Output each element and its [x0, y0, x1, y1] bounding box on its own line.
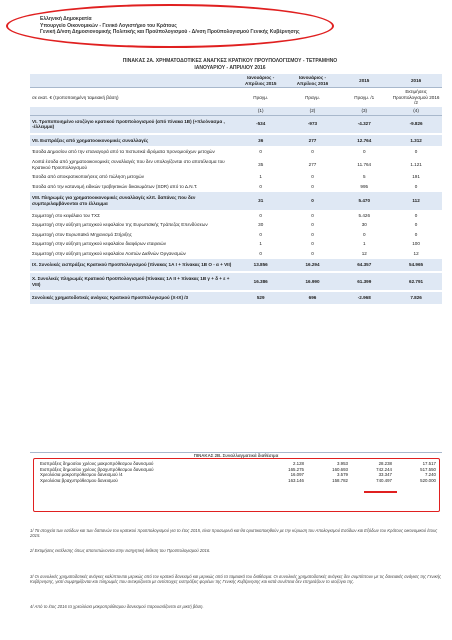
value-col-4: 0 [414, 222, 418, 228]
value-col-3: 1 [362, 241, 366, 247]
debt-value-3: 28.238 [378, 461, 392, 466]
value-col-3: 12.764 [338, 135, 390, 147]
value-col-2: 0 [311, 149, 314, 155]
debt-table-title: ΠΙΝΑΚΑΣ 2Β. Συναλλαγματικά διαθέσιμα [193, 453, 279, 458]
value-col-4: 54.965 [390, 259, 442, 271]
debt-row-label: Εισπράξεις δημοσίου χρέους μακροπρόθεσμου δανεισμού [40, 461, 154, 466]
table-row [30, 240, 442, 248]
value-col-3: 61.399 [338, 273, 390, 290]
value-col-2: 0 [311, 250, 314, 256]
value-col-4: 0 [414, 231, 418, 237]
value-col-1: 35 [258, 161, 264, 167]
value-col-1: 1 [259, 241, 262, 247]
row-label: Συνολικές χρηματοδοτικές ανάγκες Κρατικού Προϋπολογισμού (Χ-ΙΧ) /3 [30, 292, 235, 304]
table-row [30, 158, 442, 171]
value-col-1: 1 [259, 174, 262, 180]
value-col-3: 5.426 [358, 212, 371, 218]
column-number-3: (3) [338, 107, 390, 115]
table-row [30, 183, 442, 191]
table-row [30, 192, 442, 209]
value-col-4: 62.791 [390, 273, 442, 290]
debt-value-1: 16.097 [290, 472, 304, 478]
row-label: Έσοδα από αποκρατικοποιήσεις από πώληση μετοχών [32, 174, 145, 180]
column-header-row [30, 74, 442, 88]
value-col-3: 5 [362, 174, 366, 180]
value-col-4: 112 [390, 192, 442, 209]
debt-value-4: 520.000 [420, 477, 436, 483]
table-row [30, 212, 442, 220]
table-row [30, 231, 442, 239]
highlight-ellipse [6, 4, 334, 48]
debt-value-2: 3.953 [337, 461, 348, 466]
value-col-1: 16.386 [235, 273, 287, 290]
value-col-3: 30 [361, 222, 367, 228]
table-row [30, 292, 442, 304]
row-label: VII. Εισπράξεις από χρηματοοικονομικές συναλλαγές [30, 135, 235, 147]
header-line-3: Γενική Δ/νση Δημοσιονομικής Πολιτικής και Προϋπολογισμού - Δ/νση Προϋπολογισμού Γενικής Κυβέρνησης [40, 29, 300, 35]
value-col-2: 0 [311, 222, 314, 228]
highlight-underline [364, 491, 397, 493]
debt-value-3: 742.244 [376, 466, 392, 472]
column-number-row [30, 107, 442, 115]
sub-header-row [30, 88, 442, 107]
value-col-1: 0 [259, 212, 262, 218]
value-col-2: 696 [287, 292, 339, 304]
debt-value-1: 2.128 [293, 461, 304, 466]
value-col-2: 277 [287, 135, 339, 147]
debt-value-3: 33.347 [378, 472, 392, 478]
debt-value-2: 158.782 [332, 477, 348, 483]
value-col-3: -4.327 [338, 115, 390, 133]
header-line-1: Ελληνική Δημοκρατία [40, 16, 92, 22]
header-line-2: Υπουργείο Οικονομικών - Γενικό Λογιστήριο του Κράτους [40, 22, 177, 29]
column-number-4: (4) [390, 107, 442, 115]
footnote-1: 1/ Τα στοιχεία των εσόδων και των δαπανών του κρατικού προϋπολογισμού για το έτος 2015, είναι προσωρινά και θα οριστικοποιηθούν με την κύρωση του Απολογισμού Εσόδων και Εξόδων του Κράτους οικονομικού έτους 2015. [30, 528, 438, 539]
financing-needs-table [30, 74, 442, 306]
value-col-1: 36 [235, 135, 287, 147]
debt-value-1: 163.146 [288, 477, 304, 483]
value-col-1: 529 [235, 292, 287, 304]
sub-header-2: Πραγμ. [305, 94, 320, 100]
value-col-2: 16.294 [287, 259, 339, 271]
value-col-2: 0 [311, 212, 314, 218]
row-label: Έσοδα Δημοσίου από την επαναγορά από τα πιστωτικά ιδρύματα προνομιούχων μετοχών [32, 149, 215, 155]
table-row [30, 148, 442, 156]
value-col-4: 0 [414, 149, 418, 155]
debt-value-4: 517.550 [420, 466, 436, 472]
basis-header-cell [30, 74, 235, 88]
value-col-2: 277 [308, 161, 317, 167]
row-label: Χ. Συνολικές πληρωμές Κρατικού Προϋπολογισμού (πίνακας 1Α ΙΙ + πίνακας 1Β γ + δ + ε + VIII) [30, 273, 235, 290]
value-col-2: 0 [311, 174, 314, 180]
sub-header-3: Πραγμ. /1 [354, 94, 375, 100]
column-header-4 [390, 74, 442, 88]
debt-value-1: 165.275 [288, 466, 304, 472]
column-header-4-year: 2016 [410, 77, 422, 83]
row-label: IX. Συνολικές εισπράξεις Κρατικού Προϋπολογισμού (πίνακας 1Α Ι + πίνακας 1Β Ο - α + VII) [30, 259, 235, 271]
value-col-2: 0 [311, 183, 314, 189]
value-col-2: 16.990 [287, 273, 339, 290]
debt-value-2: 3.579 [337, 472, 348, 478]
table-title-line-1: ΠΙΝΑΚΑΣ 2Α. ΧΡΗΜΑΤΟΔΟΤΙΚΕΣ ΑΝΑΓΚΕΣ ΚΡΑΤΙΚΟΥ ΠΡΟΥΠΟΛΟΓΙΣΜΟΥ - ΤΕΤΡΑΜΗΝΟ [122, 58, 338, 64]
table-row [30, 250, 442, 258]
table-row [30, 173, 442, 181]
value-col-4: 191 [412, 174, 420, 180]
value-col-1: 0 [259, 231, 262, 237]
table-row [30, 221, 442, 229]
row-label: VI. Τροποποιημένο ισοζύγιο κρατικού προϋπολογισμού (από πίνακα 1Β) (+πλεόνασμα , -έλλειμμα) [30, 115, 235, 133]
value-col-3: 0 [362, 149, 366, 155]
value-col-1: 0 [259, 149, 262, 155]
value-col-1: 13.856 [235, 259, 287, 271]
value-col-1: -534 [235, 115, 287, 133]
value-col-4: 0 [414, 183, 418, 189]
footnote-3: 3/ Οι συνολικές χρηματοδοτικές ανάγκες καλύπτονται μερικώς από τον κρατικό δανεισμό και μερικώς από τα ταμειακά του διαθέσιμα. Οι συνολικές χρηματοδοτικές ανάγκες δεν συμπίπτουν με τις δανειακές ανάγκες της Γενικής Κυβέρνησης, γιατί συμψηφίζονται και πληρωμές που αντικρίζονται με αντίστοιχες εισπράξεις φορέων της Γενικής Κυβέρνησης και κατά συνέπεια δεν επηρεάζουν το ισοζύγιο της. [30, 574, 442, 585]
debt-value-4: 7.240 [425, 472, 436, 478]
value-col-2: -973 [287, 115, 339, 133]
value-col-4: 1.312 [390, 135, 442, 147]
value-col-4: 100 [412, 241, 420, 247]
value-col-3: 64.357 [338, 259, 390, 271]
value-col-4: 1.121 [410, 161, 422, 167]
table-title [30, 58, 430, 71]
value-col-3: 0 [362, 231, 366, 237]
footnote-4: 4/ Από το έτος 2016 τα χρεολύσια μακροπρόθεσμου δανεισμού παρουσιάζονται σε μικτή βάση. [30, 604, 204, 609]
row-label: Λοιπά έσοδα από χρηματοοικονομικές συναλλαγές που δεν υπολογίζονται στο αποτέλεσμα του Κρατικού Προϋπολογισμού [32, 158, 225, 170]
value-col-1: 30 [258, 222, 264, 228]
table-row [30, 135, 442, 147]
value-col-3: 5.470 [338, 192, 390, 209]
basis-label: σε εκατ. € (τροποποιημένη ταμειακή βάση) [32, 94, 119, 100]
row-label: Συμμετοχή στην αύξηση μετοχικού κεφαλαίου Λοιπών Διεθνών Οργανισμών [32, 250, 186, 256]
debt-row-label: Χρεολύσια μακροπρόθεσμου δανεισμού /4 [40, 472, 123, 478]
table-row [30, 259, 442, 271]
value-col-1: 0 [259, 250, 262, 256]
value-col-3: 995 [360, 183, 369, 189]
value-col-3: 11.764 [357, 161, 372, 167]
row-label: Συμμετοχή στην αύξηση μετοχικού κεφαλαίου της Ευρωπαϊκής Τράπεζας Επενδύσεων [32, 222, 208, 228]
column-header-3: 2015 [338, 74, 390, 88]
row-spacer [30, 304, 442, 306]
value-col-3: -2.968 [338, 292, 390, 304]
sub-header-4: Εκτιμήσεις Προϋπολογισμού 2016 /2 [392, 89, 440, 106]
value-col-1: 0 [259, 183, 262, 189]
highlight-rectangle [33, 458, 440, 512]
debt-row-label: Χρεολύσια βραχυπρόθεσμου δανεισμού [40, 477, 118, 483]
column-header-2: Ιανουάριος - Απρίλιος 2016 [287, 74, 339, 88]
column-number-1: (1) [235, 107, 287, 115]
table-row [30, 115, 442, 133]
column-header-1: Ιανουάριος - Απρίλιος 2015 [235, 74, 287, 88]
value-col-3: 12 [361, 250, 367, 256]
table-body [30, 115, 442, 306]
column-number-2: (2) [287, 107, 339, 115]
sub-header-1: Πραγμ. [253, 94, 269, 100]
row-label: Συμμετοχή στον Ευρωπαϊκό Μηχανισμό Στήριξης [32, 231, 132, 237]
value-col-4: 7.826 [390, 292, 442, 304]
debt-row-label: Εισπράξεις δημοσίου χρέους βραχυπρόθεσμου δανεισμού [40, 466, 154, 472]
debt-value-3: 740.497 [376, 477, 392, 483]
row-label: VIII. Πληρωμές για χρηματοοικονομικές συναλλαγές κλπ. δαπάνες που δεν συμπεριλαμβάνονται στο έλλειμμα [30, 192, 235, 209]
footnote-2: 2/ Εκτιμήσεις εκτέλεσης όπως αποτυπώνονται στην εισηγητική έκθεση του Προϋπολογισμού 2016. [30, 548, 211, 553]
value-col-4: 12 [413, 250, 419, 256]
row-label: Συμμετοχή στο κεφάλαιο του ΤΧΣ [32, 212, 100, 218]
value-col-4: 0 [414, 212, 418, 218]
table-row [30, 273, 442, 290]
table-title-line-2: ΙΑΝΟΥΑΡΙΟΥ - ΑΠΡΙΛΙΟΥ 2016 [194, 64, 266, 71]
value-col-2: 0 [311, 231, 314, 237]
row-label: Συμμετοχή στην αύξηση μετοχικού κεφαλαίου διαφόρων εταιρειών [32, 241, 167, 247]
value-col-4: -9.826 [390, 115, 442, 133]
value-col-1: 31 [235, 192, 287, 209]
value-col-2: 0 [287, 192, 339, 209]
debt-value-2: 160.693 [332, 466, 348, 472]
row-label: Έσοδα από την κατανομή ειδικών τραβηκτικών δικαιωμάτων (SDR) από το Δ.Ν.Τ. [32, 183, 198, 189]
value-col-2: 0 [311, 241, 314, 247]
debt-value-4: 17.517 [422, 461, 436, 466]
